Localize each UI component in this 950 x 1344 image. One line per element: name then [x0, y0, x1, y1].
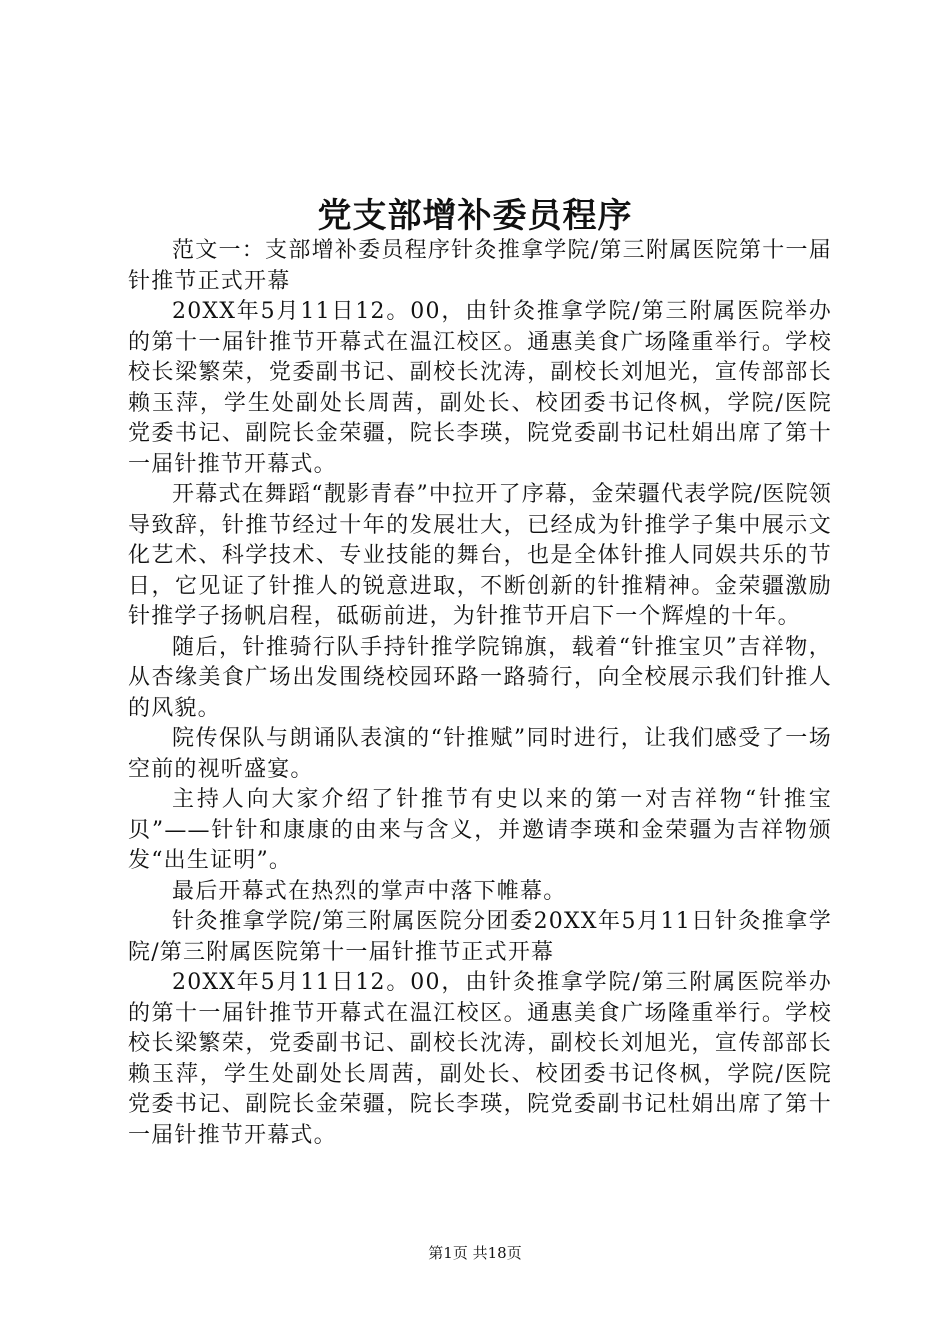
paragraph: 开幕式在舞蹈“靓影青春”中拉开了序幕，金荣疆代表学院/医院领导致辞，针推节经过十年的发展壮大，已经成为针推学子集中展示文化艺术、科学技术、专业技能的舞台，也是全体针推人同娱共乐的节日，它见证了针推人的锐意进取，不断创新的针推精神。金荣疆激励针推学子扬帆启程，砥砺前进，为针推节开启下一个辉煌的十年。	[128, 482, 832, 629]
paragraph: 20XX年5月11日12。00，由针灸推拿学院/第三附属医院举办的第十一届针推节开幕式在温江校区。通惠美食广场隆重举行。学校校长梁繁荣，党委副书记、副校长沈涛，副校长刘旭光，宣传部部长赖玉萍，学生处副处长周茜，副处长、校团委书记佟枫，学院/医院党委书记、副院长金荣疆，院长李瑛，院党委副书记杜娟出席了第十一届针推节开幕式。	[128, 970, 832, 1148]
paragraph: 针灸推拿学院/第三附属医院分团委20XX年5月11日针灸推拿学院/第三附属医院第十一届针推节正式开幕	[128, 909, 832, 965]
page-number: 第1页 共18页	[428, 1244, 522, 1262]
paragraph: 随后，针推骑行队手持针推学院锦旗，载着“针推宝贝”吉祥物，从杏缘美食广场出发围绕校园环路一路骑行，向全校展示我们针推人的风貌。	[128, 634, 832, 721]
paragraph: 范文一：支部增补委员程序针灸推拿学院/第三附属医院第十一届针推节正式开幕	[128, 238, 832, 294]
paragraph: 主持人向大家介绍了针推节有史以来的第一对吉祥物“针推宝贝”——针针和康康的由来与含义，并邀请李瑛和金荣疆为吉祥物颁发“出生证明”。	[128, 787, 832, 873]
paragraph: 最后开幕式在热烈的掌声中落下帷幕。	[172, 878, 567, 904]
paragraph: 20XX年5月11日12。00，由针灸推拿学院/第三附属医院举办的第十一届针推节开幕式在温江校区。通惠美食广场隆重举行。学校校长梁繁荣，党委副书记、副校长沈涛，副校长刘旭光，宣传部部长赖玉萍，学生处副处长周茜，副处长、校团委书记佟枫，学院/医院党委书记、副院长金荣疆，院长李瑛，院党委副书记杜娟出席了第十一届针推节开幕式。	[128, 299, 832, 477]
document-body	[128, 236, 832, 1151]
document-title: 党支部增补委员程序	[317, 196, 633, 236]
paragraph: 院传保队与朗诵队表演的“针推赋”同时进行，让我们感受了一场空前的视听盛宴。	[128, 726, 832, 782]
